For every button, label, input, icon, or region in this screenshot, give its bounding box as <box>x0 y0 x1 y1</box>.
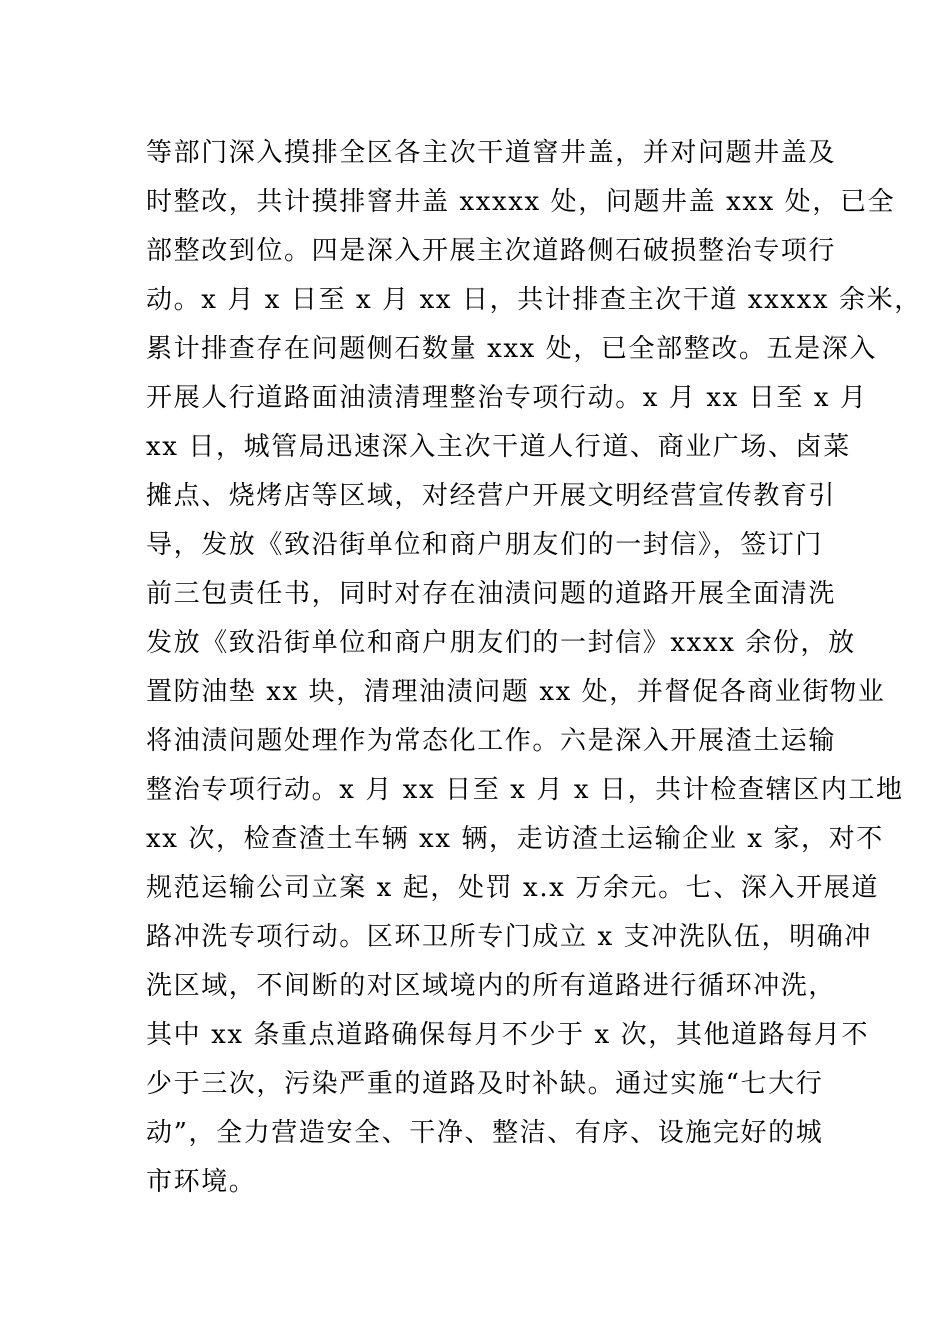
text-line: 累计排查存在问题侧石数量 xxx 处，已全部整改。五是深入 <box>146 334 877 364</box>
text-line: 规范运输公司立案 x 起，处罚 x.x 万余元。七、深入开展道 <box>146 873 879 903</box>
text-line: 少于三次，污染严重的道路及时补缺。通过实施“七大行 <box>146 1069 824 1099</box>
text-line: 摊点、烧烤店等区域，对经营户开展文明经营宣传教育引 <box>146 481 837 511</box>
text-line: xx 次，检查渣土车辆 xx 辆，走访渣土运输企业 x 家，对不 <box>146 824 884 854</box>
text-line: 动”，全力营造安全、干净、整洁、有序、设施完好的城 <box>146 1118 824 1148</box>
text-line: 将油渍问题处理作为常态化工作。六是深入开展渣土运输 <box>146 726 837 756</box>
text-line: 置防油垫 xx 块，清理油渍问题 xx 处，并督促各商业街物业 <box>146 677 886 707</box>
text-line: 部整改到位。四是深入开展主次道路侧石破损整治专项行 <box>146 236 837 266</box>
text-line: 开展人行道路面油渍清理整治专项行动。x 月 xx 日至 x 月 <box>146 383 868 413</box>
text-line: 洗区域，不间断的对区域境内的所有道路进行循环冲洗， <box>146 971 837 1001</box>
text-line: 导，发放《致沿街单位和商户朋友们的一封信》，签订门 <box>146 530 824 560</box>
text-line: 市环境。 <box>146 1167 257 1197</box>
text-line: 前三包责任书，同时对存在油渍问题的道路开展全面清洗 <box>146 579 837 609</box>
text-line: 等部门深入摸排全区各主次干道窨井盖，并对问题井盖及 <box>146 138 837 168</box>
body-paragraph <box>146 129 922 1207</box>
text-line: 整治专项行动。x 月 xx 日至 x 月 x 日，共计检查辖区内工地 <box>146 775 904 805</box>
text-line: 时整改，共计摸排窨井盖 xxxxx 处，问题井盖 xxx 处，已全 <box>146 187 896 217</box>
text-line: 动。x 月 x 日至 x 月 xx 日，共计排查主次干道 xxxxx 余米， <box>146 285 922 315</box>
text-line: 其中 xx 条重点道路确保每月不少于 x 次，其他道路每月不 <box>146 1020 870 1050</box>
text-line: 发放《致沿街单位和商户朋友们的一封信》xxxx 余份，放 <box>146 628 856 658</box>
text-line: 路冲洗专项行动。区环卫所专门成立 x 支冲洗队伍，明确冲 <box>146 922 872 952</box>
text-line: xx 日，城管局迅速深入主次干道人行道、商业广场、卤菜 <box>146 432 851 462</box>
